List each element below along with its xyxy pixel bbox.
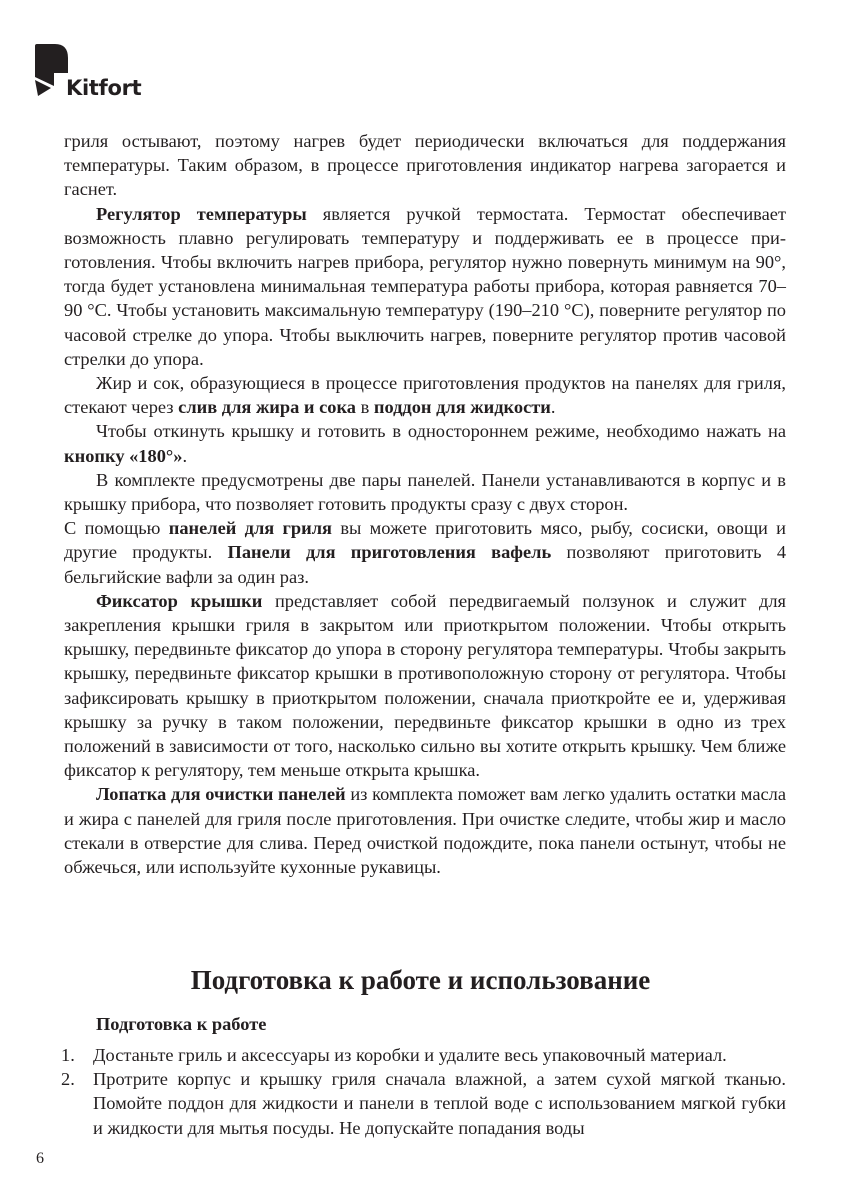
bold-term: Панели для приготовления вафель	[227, 542, 552, 563]
steps-list	[61, 1043, 786, 1140]
bold-term: поддон для жидкости	[373, 397, 551, 418]
brand-name: Kitfort	[66, 76, 142, 100]
text-run: В комплекте предусмотрены две пары панелей. Панели устанавливаются в корпус и в крышку прибора, что позволяет готовить продукты сразу с двух сторон.	[64, 469, 786, 515]
text-run: из комплекта поможет вам легко удалить остатки масла и жира с панелей для гриля после приготовления. При очистке следите, чтобы жир и масло стекали в отверстие для слива. Перед очисткой подождите, пока панели остынут, чтобы не обжечься, или используйте кухонные рукавицы.	[64, 784, 786, 878]
bold-term: Лопатка для очистки панелей	[96, 784, 346, 805]
text-run: в	[355, 397, 374, 418]
section-title: Подготовка к работе и использование	[190, 965, 651, 995]
paragraph	[64, 589, 786, 783]
paragraph	[64, 468, 786, 516]
paragraph	[64, 202, 786, 371]
text-run: является ручкой термостата. Термостат обеспечивает возможность плавно регулировать температуру и поддерживать ее в процессе приготовления. Чтобы включить нагрев прибора, регулятор нужно повернуть минимум на 90°, тогда будет установлена минимальная температура работы прибора, которая равняется 70–90 °С. Чтобы установить максимальную температуру (190–210 °С), поверните регулятор по часовой стрелке до упора. Чтобы выключить нагрев, поверните регулятор против часовой стрелки до упора.	[64, 203, 786, 369]
paragraph	[64, 371, 786, 419]
text-run: .	[550, 397, 556, 418]
bold-term: слив для жира и сока	[178, 397, 356, 418]
text-run: гриля остывают, поэтому нагрев будет периодически включаться для поддержания температуры. Таким образом, в процессе приготовления индикатор нагрева загорается и гаснет.	[64, 131, 786, 200]
step-item	[61, 1067, 786, 1140]
bold-term: Фиксатор крышки	[96, 590, 263, 611]
text-run: С помощью	[64, 518, 169, 539]
text-run: Чтобы откинуть крышку и готовить в одностороннем режиме, необходимо нажать на	[96, 421, 786, 442]
bold-term: панелей для гриля	[168, 518, 332, 539]
paragraph	[64, 782, 786, 879]
text-run: .	[182, 445, 188, 466]
text-run: позволяют приготовить 4 бельгийские вафли за один раз.	[64, 542, 787, 587]
step-item	[61, 1043, 786, 1067]
text-run: вы можете приготовить мясо, рыбу, сосиски, овощи и другие продукты.	[64, 518, 786, 563]
step-number: 1.	[61, 1045, 75, 1065]
text-run: Жир и сок, образующиеся в процессе приготовления продуктов на панелях для гриля, стекают через	[64, 373, 786, 418]
bold-term: кнопку «180°»	[64, 445, 183, 466]
body-text	[64, 129, 786, 879]
paragraph	[64, 419, 786, 467]
page-number: 6	[36, 1150, 44, 1167]
paragraph	[64, 516, 786, 589]
step-number: 2.	[61, 1069, 75, 1090]
paragraph	[64, 129, 786, 202]
step-text: Достаньте гриль и аксессуары из коробки и удалите весь упаковочный материал.	[93, 1045, 727, 1065]
text-run: представляет собой передвигаемый ползунок и служит для закрепления крышки гриля в закрытом или приоткрытом положении. Чтобы открыть крышку, передвиньте фиксатор до упора в сторону регулятора температуры. Чтобы закрыть крышку, передвиньте фиксатор крышки в противоположную сторону от регулятора. Чтобы зафиксировать крышку в приоткрытом положении, сначала приоткройте ее и, удерживая крышку за ручку в таком положении, передвиньте фиксатор крышки в одно из трех положений в зависимости от того, насколько сильно вы хотите открыть крышку. Чем ближе фиксатор к регулятору, тем меньше открыта крышка.	[64, 590, 786, 781]
step-text: Протрите корпус и крышку гриля сначала влажной, а затем сухой мягкой тканью. Помойте поддон для жидкости и панели в теплой воде с использованием мягкой губки и жидкости для мытья посуды. Не допускайте попадания воды	[93, 1069, 786, 1138]
subsection-title: Подготовка к работе	[96, 1014, 267, 1034]
bold-term: Регулятор температуры	[96, 203, 307, 224]
